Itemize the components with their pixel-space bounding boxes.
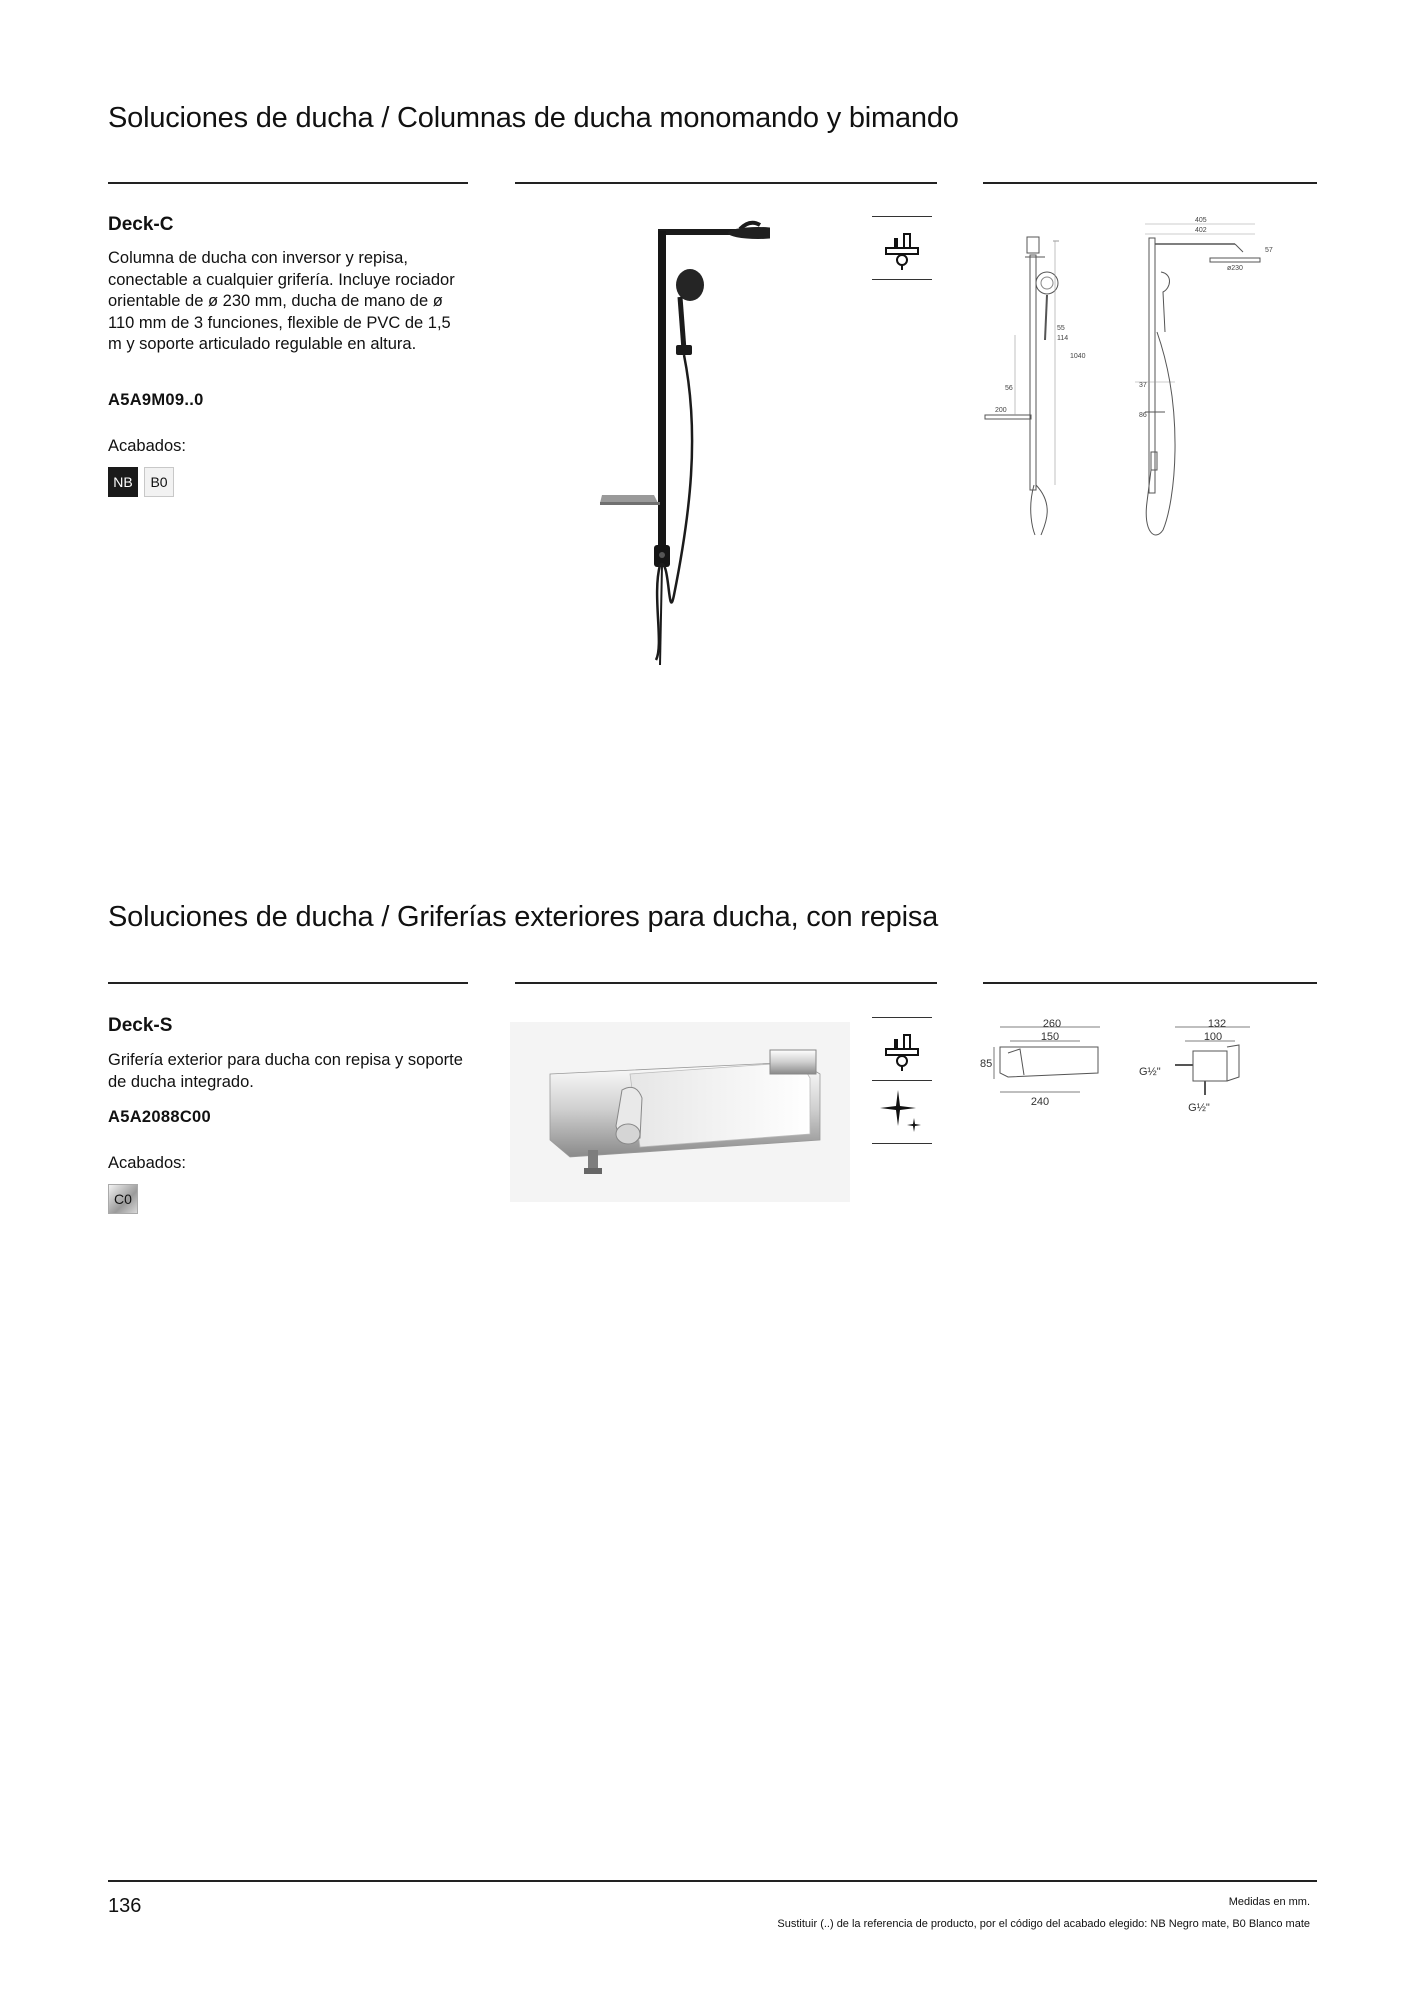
dim-label: 86 bbox=[1139, 412, 1147, 419]
dim-label: G½" bbox=[1139, 1066, 1161, 1078]
dim-label: 150 bbox=[1040, 1031, 1060, 1043]
finish-swatch-c0[interactable]: C0 bbox=[108, 1184, 138, 1214]
finishes-label: Acabados: bbox=[108, 437, 186, 455]
dim-label: 85 bbox=[980, 1058, 993, 1070]
sparkle-icon bbox=[872, 1081, 932, 1144]
feature-icons bbox=[872, 216, 932, 280]
section-title: Soluciones de ducha / Griferías exteriores para ducha, con repisa bbox=[108, 901, 939, 933]
finish-swatch-b0[interactable]: B0 bbox=[144, 467, 174, 497]
divider bbox=[983, 982, 1317, 984]
dim-label: 1040 bbox=[1070, 353, 1086, 360]
product-image-deck-c bbox=[590, 215, 770, 675]
product-name: Deck-C bbox=[108, 214, 174, 235]
dim-label: 405 bbox=[1195, 217, 1207, 224]
divider bbox=[108, 982, 468, 984]
section-title: Soluciones de ducha / Columnas de ducha monomando y bimando bbox=[108, 102, 959, 134]
technical-drawing-front bbox=[980, 1017, 1105, 1117]
product-description: Columna de ducha con inversor y repisa, conectable a cualquier grifería. Incluye rociador orientable de ø 230 mm, ducha de mano de ø 110 mm de 3 funciones, flexible de PVC de 1,5 m y soporte articulado regulable en altura. bbox=[108, 249, 455, 353]
dim-label: 55 bbox=[1057, 325, 1065, 332]
shower-column-icon bbox=[872, 216, 932, 280]
substitution-note: Sustituir (..) de la referencia de producto, por el código del acabado elegido: NB Negro mate, B0 Blanco mate bbox=[777, 1918, 1310, 1930]
shower-mixer-icon bbox=[872, 1017, 932, 1081]
dim-label: 240 bbox=[1030, 1096, 1050, 1108]
dim-label: 100 bbox=[1203, 1031, 1223, 1043]
divider bbox=[515, 182, 937, 184]
technical-drawing-side bbox=[1135, 1017, 1255, 1117]
dim-label: 57 bbox=[1265, 247, 1273, 254]
product-code: A5A2088C00 bbox=[108, 1108, 211, 1126]
finishes-label: Acabados: bbox=[108, 1154, 186, 1172]
page-number: 136 bbox=[108, 1895, 142, 1917]
dim-label: 200 bbox=[995, 407, 1007, 414]
divider bbox=[983, 182, 1317, 184]
divider bbox=[515, 982, 937, 984]
footer-divider bbox=[108, 1880, 1317, 1882]
product-code: A5A9M09..0 bbox=[108, 391, 204, 409]
technical-drawing-front bbox=[975, 215, 1090, 540]
dim-label: 56 bbox=[1005, 385, 1013, 392]
dim-label: ø230 bbox=[1227, 265, 1243, 272]
dim-label: 37 bbox=[1139, 382, 1147, 389]
units-note: Medidas en mm. bbox=[1228, 1896, 1310, 1908]
product-name: Deck-S bbox=[108, 1015, 173, 1036]
dim-label: G½" bbox=[1188, 1102, 1210, 1114]
divider bbox=[108, 182, 468, 184]
dim-label: 402 bbox=[1195, 227, 1207, 234]
finish-swatch-nb[interactable]: NB bbox=[108, 467, 138, 497]
feature-icons bbox=[872, 1017, 932, 1144]
product-image-deck-s bbox=[510, 1022, 850, 1202]
product-description: Grifería exterior para ducha con repisa y soporte de ducha integrado. bbox=[108, 1051, 463, 1091]
technical-drawing-side bbox=[1115, 212, 1295, 542]
dim-label: 260 bbox=[1042, 1018, 1062, 1030]
dim-label: 132 bbox=[1207, 1018, 1227, 1030]
dim-label: 114 bbox=[1057, 335, 1069, 342]
